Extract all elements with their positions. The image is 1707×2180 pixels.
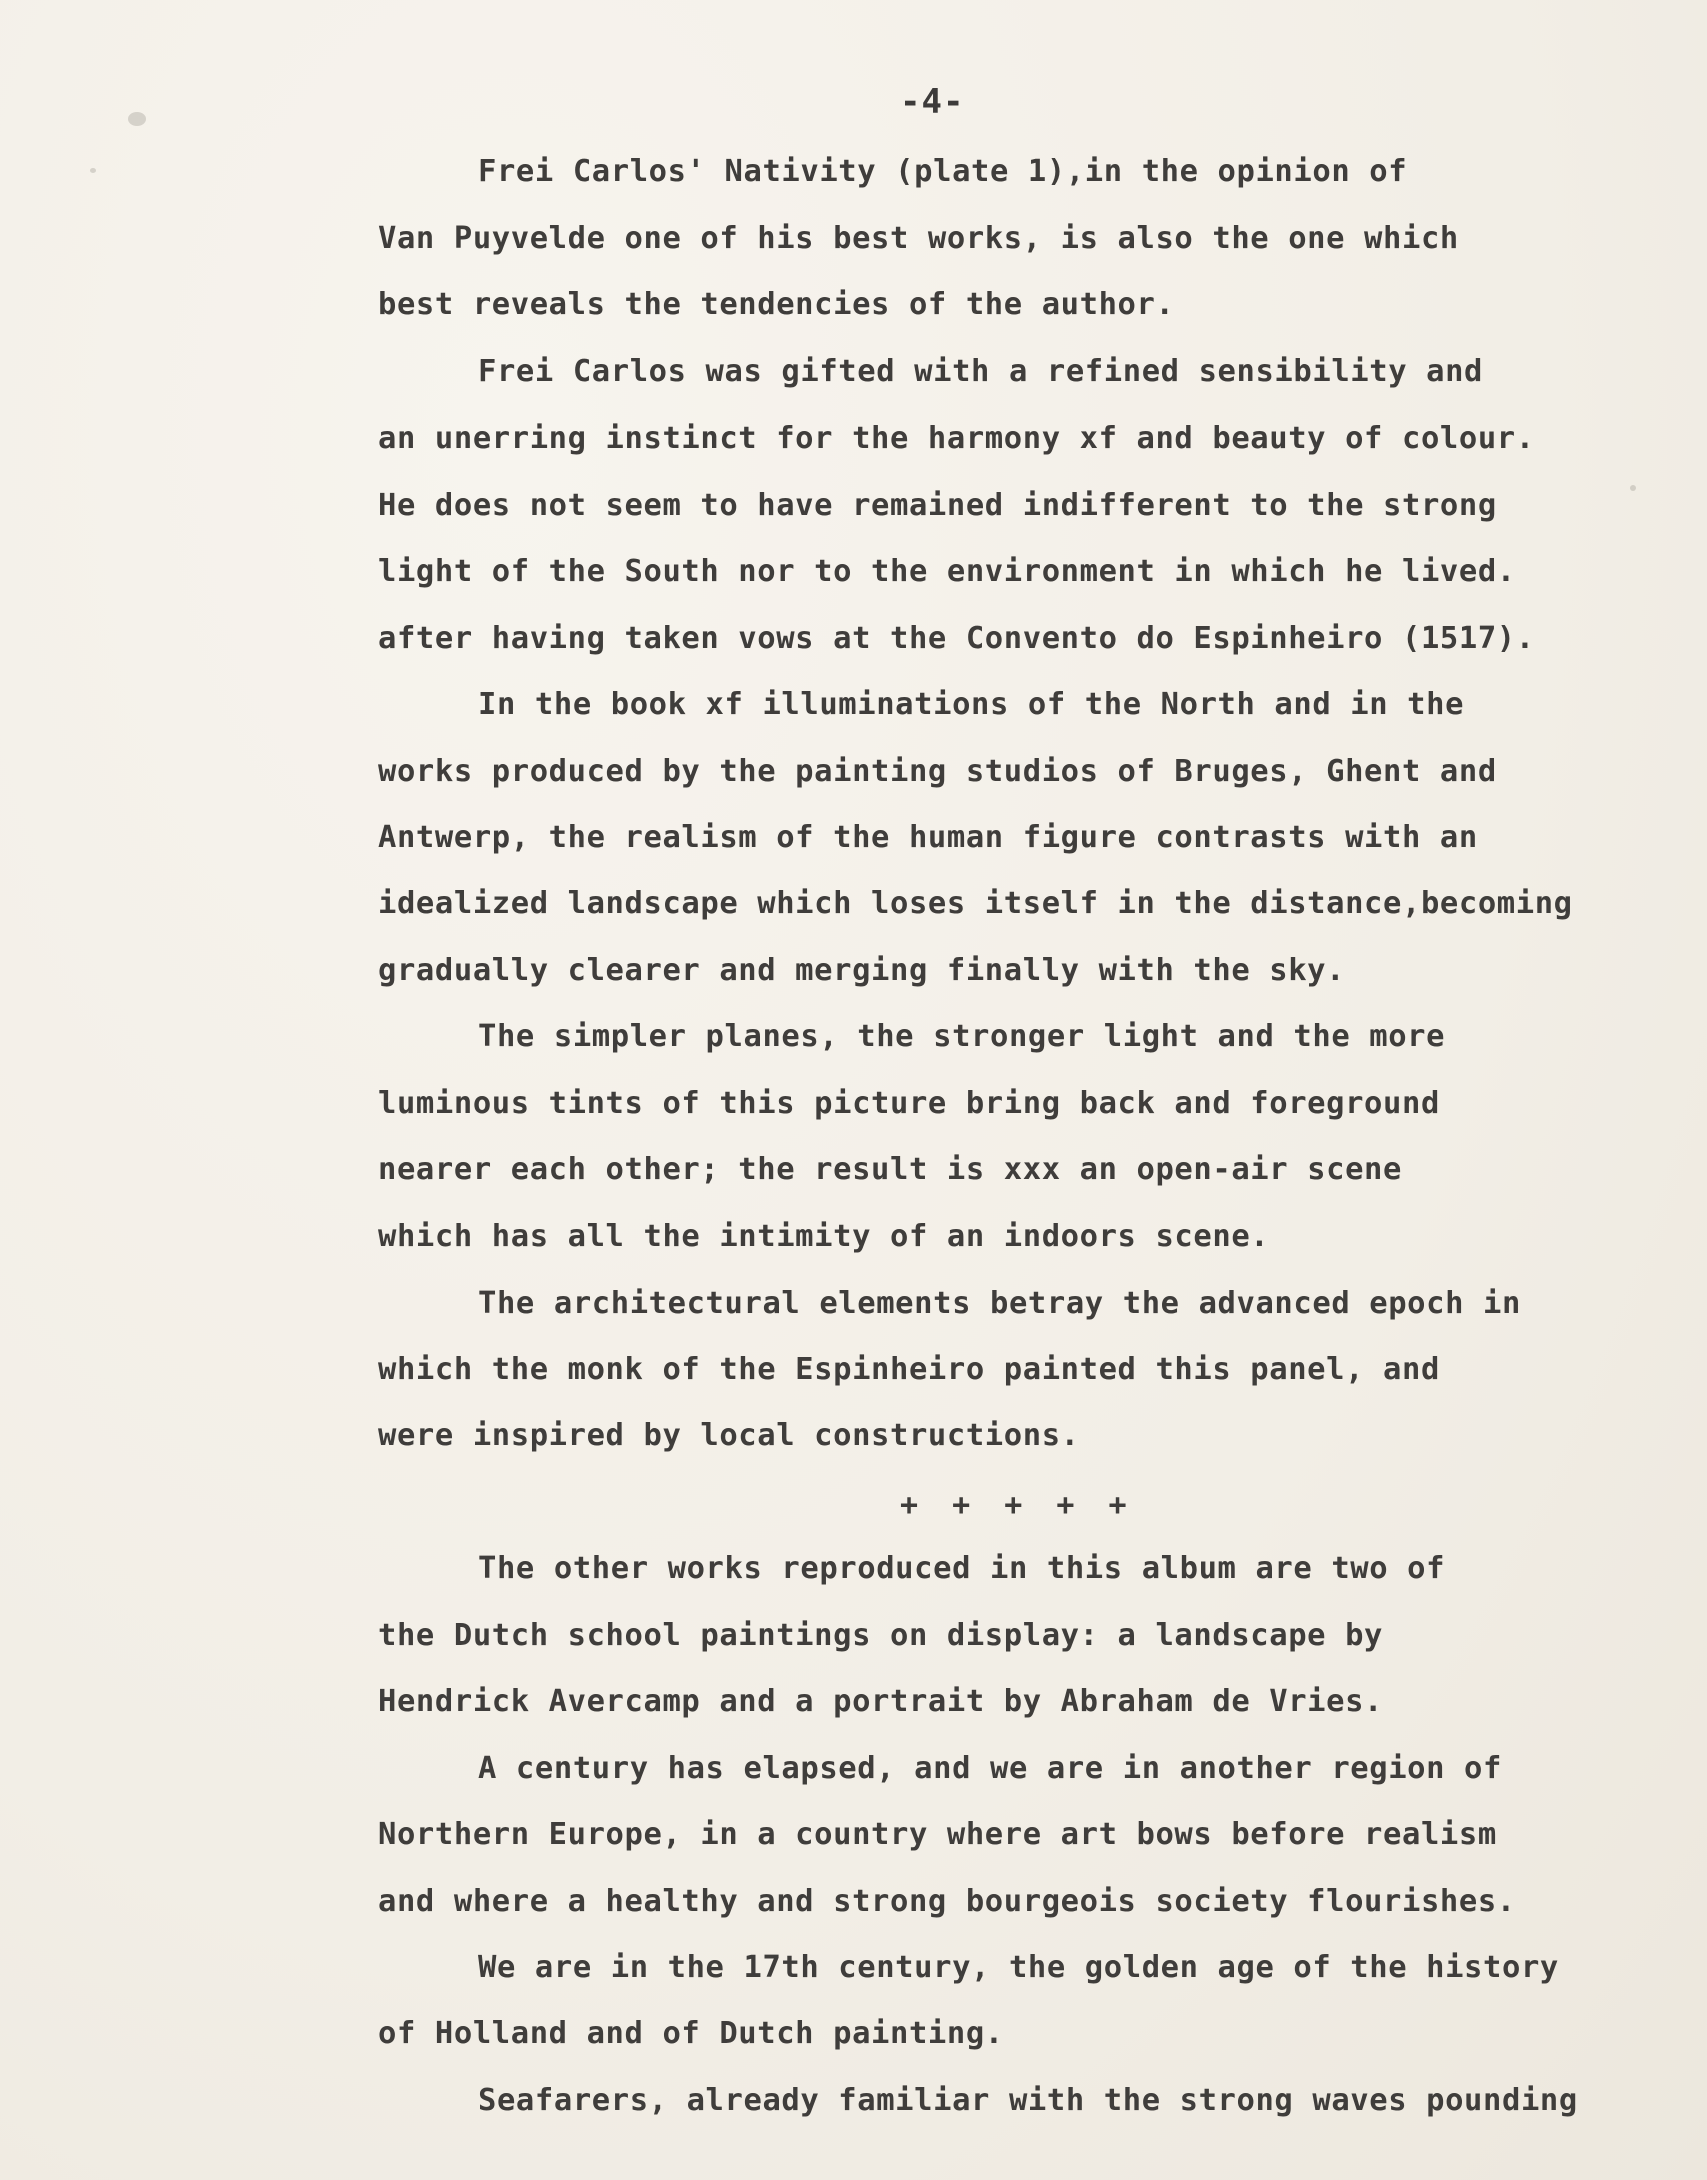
text-line: A century has elapsed, and we are in another region of	[478, 1751, 1502, 1786]
text-line: idealized landscape which loses itself in the distance,becoming	[378, 886, 1573, 921]
text-line: best reveals the tendencies of the author.	[378, 287, 1175, 322]
text-line: The architectural elements betray the advanced epoch in	[478, 1286, 1521, 1321]
text-line: Hendrick Avercamp and a portrait by Abraham de Vries.	[378, 1684, 1384, 1719]
text-line: In the book xf illuminations of the North and in the	[478, 687, 1465, 722]
text-line: luminous tints of this picture bring back and foreground	[378, 1086, 1440, 1121]
text-line: after having taken vows at the Convento do Espinheiro (1517).	[378, 621, 1535, 656]
text-line: Frei Carlos was gifted with a refined sensibility and	[478, 354, 1484, 389]
text-line: of Holland and of Dutch painting.	[378, 2016, 1004, 2051]
text-line: light of the South nor to the environment in which he lived.	[378, 554, 1516, 589]
text-line: works produced by the painting studios of Bruges, Ghent and	[378, 754, 1497, 789]
text-line: which the monk of the Espinheiro painted this panel, and	[378, 1352, 1440, 1387]
text-line: Van Puyvelde one of his best works, is also the one which	[378, 221, 1459, 256]
ink-speck	[90, 168, 96, 173]
ink-smudge	[128, 112, 146, 126]
text-line: He does not seem to have remained indifferent to the strong	[378, 488, 1497, 523]
text-line: which has all the intimity of an indoors scene.	[378, 1219, 1270, 1254]
section-separator: + + + + +	[900, 1488, 1135, 1523]
text-line: nearer each other; the result is xxx an open-air scene	[378, 1152, 1402, 1187]
page-number: -4-	[900, 82, 965, 122]
text-line: an unerring instinct for the harmony xf and beauty of colour.	[378, 421, 1535, 456]
text-line: Frei Carlos' Nativity (plate 1),in the opinion of	[478, 154, 1408, 189]
text-line: and where a healthy and strong bourgeois society flourishes.	[378, 1884, 1516, 1919]
text-line: were inspired by local constructions.	[378, 1418, 1080, 1453]
text-line: The other works reproduced in this album are two of	[478, 1551, 1446, 1586]
text-line: Northern Europe, in a country where art bows before realism	[378, 1817, 1497, 1852]
text-line: We are in the 17th century, the golden age of the history	[478, 1950, 1559, 1985]
text-line: Seafarers, already familiar with the strong waves pounding	[478, 2083, 1578, 2118]
text-line: the Dutch school paintings on display: a landscape by	[378, 1618, 1384, 1653]
text-line: Antwerp, the realism of the human figure contrasts with an	[378, 820, 1478, 855]
text-line: gradually clearer and merging finally with the sky.	[378, 953, 1346, 988]
text-line: The simpler planes, the stronger light and the more	[478, 1019, 1446, 1054]
ink-speck	[1630, 485, 1636, 491]
